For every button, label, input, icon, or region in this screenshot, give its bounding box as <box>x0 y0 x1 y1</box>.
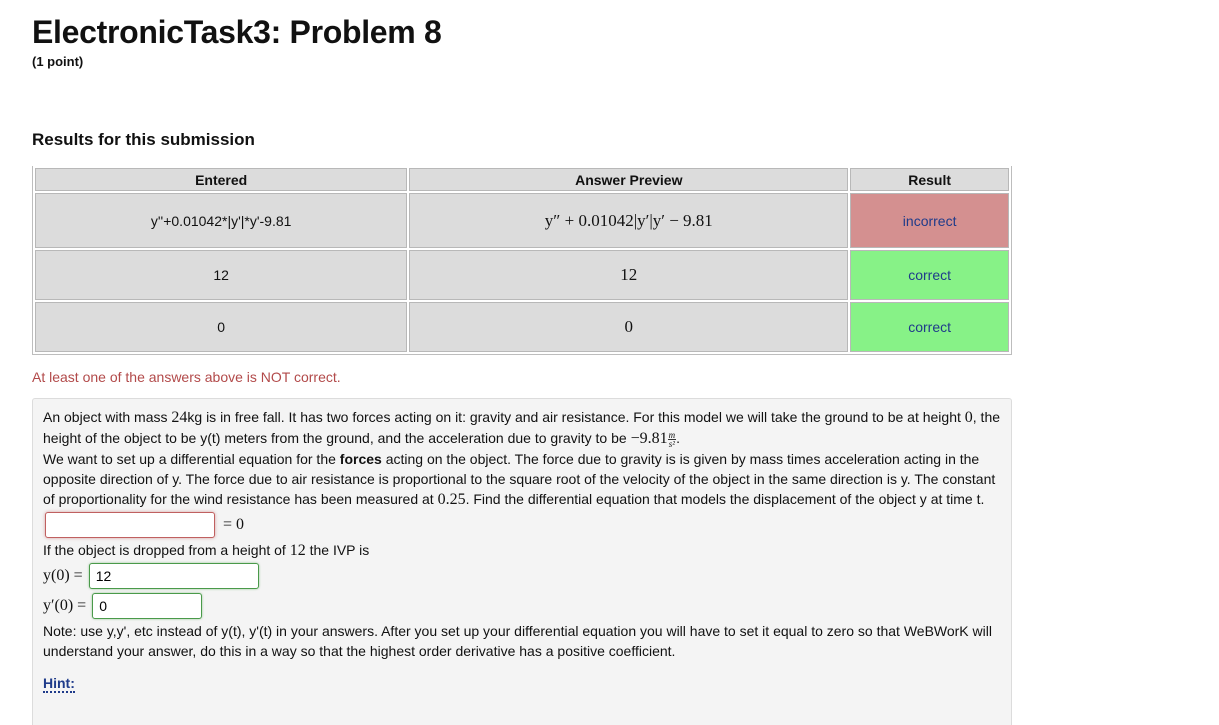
table-row <box>35 193 1009 248</box>
y0-label: y(0) = <box>43 567 83 584</box>
problem-body <box>32 398 1012 725</box>
problem-text: kg is in free fall. It has two forces acting on it: gravity and air resistance. For this model we will take the ground to be at height <box>187 409 965 425</box>
results-heading: Results for this submission <box>32 130 255 149</box>
preview-cell: 12 <box>409 250 848 300</box>
equation-row <box>43 510 1001 540</box>
ground-value: 0 <box>964 409 973 426</box>
results-table <box>32 166 1012 355</box>
height-value: 12 <box>289 542 306 559</box>
y0-input[interactable] <box>89 563 259 589</box>
problem-text: If the object is dropped from a height of <box>43 542 290 558</box>
page-title: ElectronicTask3: Problem 8 <box>32 14 442 50</box>
problem-text: We want to set up a differential equation for the <box>43 451 340 467</box>
column-header-entered: Entered <box>35 168 407 191</box>
table-row <box>35 302 1009 352</box>
forces-bold: forces <box>339 451 382 467</box>
constant-value: 0.25 <box>437 491 466 508</box>
problem-text: , the height of the object to be y(t) meters from the ground, and the acceleration due to gravity to be <box>43 409 1001 446</box>
result-cell-correct: correct <box>850 302 1009 352</box>
problem-note: Note: use y,y', etc instead of y(t), y'(t) in your answers. After you set up your differential equation you will have to set it equal to zero so that WeBWorK will understand your answer, do this in a way so that the highest order derivative has a positive coefficient. <box>43 623 992 659</box>
unit-denominator: s² <box>668 438 675 449</box>
result-cell-correct: correct <box>850 250 1009 300</box>
problem-text: acting on the object. The force due to gravity is is given by mass times acceleration acting in the opposite direction of y. The force due to air resistance is proportional to the square root of the velocity of the object in the same direction is y. The constant of proportionality for the wind resistance has been measured at <box>43 451 996 507</box>
mass-value: 24 <box>171 409 188 426</box>
gravity-value: −9.81 <box>630 430 668 447</box>
entered-cell: 0 <box>35 302 407 352</box>
problem-text: the IVP is <box>305 542 370 558</box>
table-row <box>35 250 1009 300</box>
results-header-row <box>35 168 1009 191</box>
column-header-result: Result <box>850 168 1009 191</box>
ivp-line <box>43 540 1001 561</box>
problem-paragraph-1: An object with mass 24kg is in free fall. It has two forces acting on it: gravity and air resistance. For this model we will take the ground to be at height 0, the height of the object to be y(t) meters from the ground, and the acceleration due to gravity to be −9.81 $\frac{m}{\text{s²}}$ . <box>43 409 1001 449</box>
y0-row <box>43 561 1001 591</box>
column-header-preview: Answer Preview <box>409 168 848 191</box>
problem-points: (1 point) <box>32 54 84 69</box>
differential-equation-input[interactable] <box>45 512 215 538</box>
unit-numerator: m <box>668 429 676 440</box>
problem-text: . Find the differential equation that models the displacement of the object y at time t. <box>465 491 985 507</box>
equals-zero: = 0 <box>223 516 245 533</box>
entered-cell: y''+0.01042*|y'|*y'-9.81 <box>35 193 407 248</box>
result-cell-incorrect: incorrect <box>850 193 1009 248</box>
yp0-row <box>43 591 1001 621</box>
yp0-input[interactable] <box>92 593 202 619</box>
hint-link[interactable]: Hint: <box>43 675 75 691</box>
incorrect-warning: At least one of the answers above is NOT correct. <box>32 369 341 385</box>
yp0-label: y′(0) = <box>43 597 87 614</box>
problem-text: An object with mass <box>43 409 172 425</box>
gravity-unit <box>668 431 677 448</box>
preview-cell: 0 <box>409 302 848 352</box>
preview-cell: y″ + 0.01042|y′|y′ − 9.81 <box>409 193 848 248</box>
entered-cell: 12 <box>35 250 407 300</box>
problem-paragraph-2 <box>43 449 1001 510</box>
